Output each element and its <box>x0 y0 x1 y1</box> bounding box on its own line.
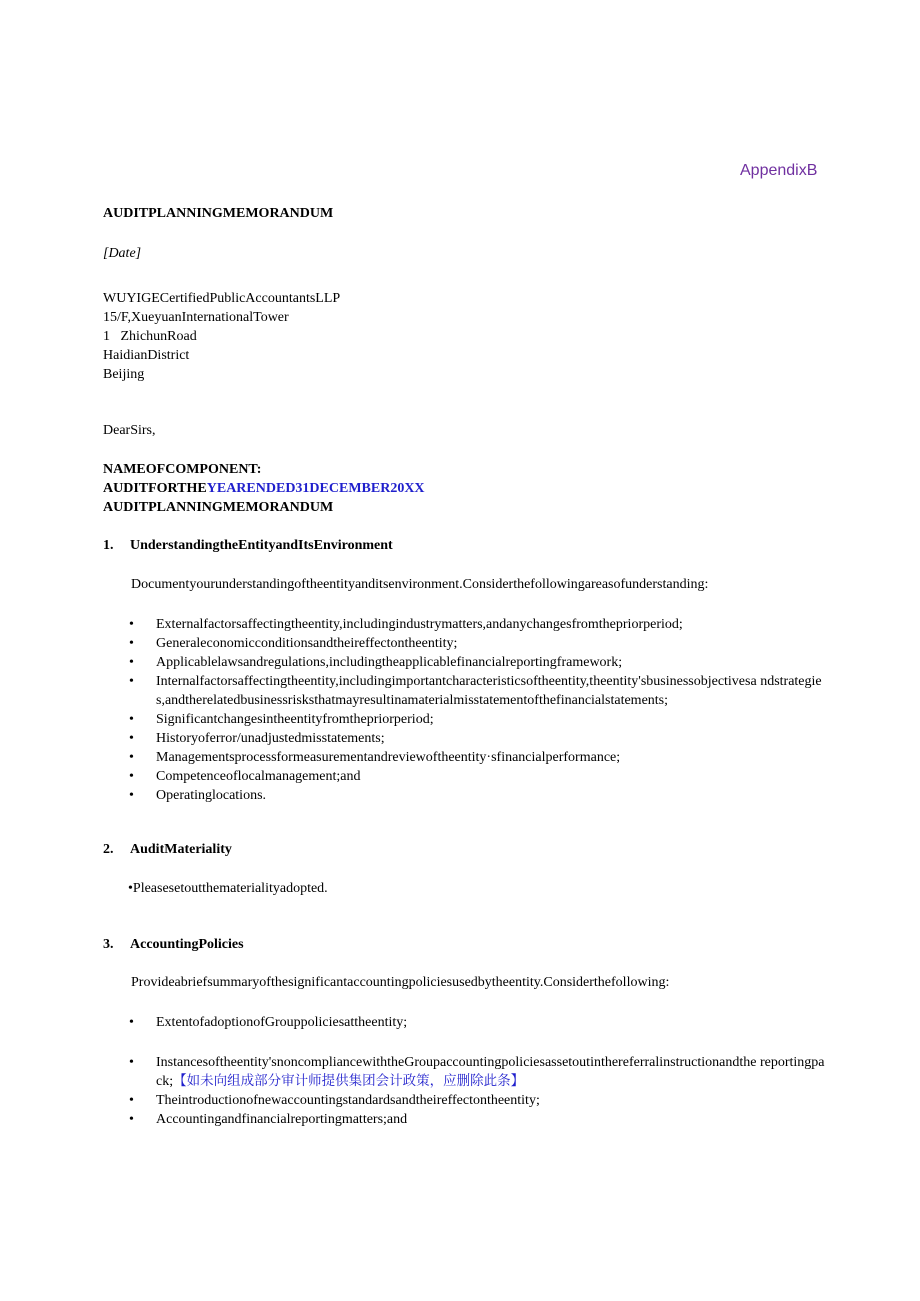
list-item: • Instancesoftheentity'snoncompliancewiththeGroupaccountingpoliciesassetoutinthereferralinstructionandthe reportingpack;【如未向组成部分审计师提供集团会计政策，应删除此条】 <box>129 1055 825 1089</box>
section-number: 1. <box>103 538 114 553</box>
list-item: • ExtentofadoptionofGrouppoliciesattheentity; <box>129 1015 408 1030</box>
section-number: 3. <box>103 937 114 952</box>
appendix-label: AppendixB <box>740 162 818 179</box>
section-title: AuditMateriality <box>130 842 232 857</box>
salutation: DearSirs, <box>103 423 156 438</box>
section-3-bullets-a <box>131 1013 826 1032</box>
bullet-icon: • <box>129 731 134 746</box>
bullet-icon: • <box>129 712 134 727</box>
recipient-address <box>103 289 340 384</box>
list-item: • Generaleconomicconditionsandtheireffectontheentity; <box>129 636 458 651</box>
section-1-intro: Documentyourunderstandingoftheentityanditsenvironment.Considerthefollowingareasofunderstanding: <box>131 577 709 592</box>
list-item: • Internalfactorsaffectingtheentity,includingimportantcharacteristicsoftheentity,theentity'sbusinessobjectivesa ndstrategies,andtherelatedbusinessrisksthatmayresultinamaterialmisstatementofthefinancialstatements; <box>129 674 822 708</box>
section-3-bullets-b <box>131 1053 826 1129</box>
section-title: UnderstandingtheEntityandItsEnvironment <box>130 538 393 553</box>
memo-header <box>103 460 425 517</box>
chinese-note: 【如未向组成部分审计师提供集团会计政策，应删除此条】 <box>173 1073 525 1089</box>
list-item: • Operatinglocations. <box>129 788 267 803</box>
section-1-heading <box>103 538 393 554</box>
bullet-icon: • <box>129 788 134 803</box>
bullet-icon: • <box>129 636 134 651</box>
section-3-intro: Provideabriefsummaryofthesignificantaccountingpoliciesusedbytheentity.Considerthefollowing: <box>131 975 670 990</box>
address-line: 15/F,XueyuanInternationalTower <box>103 310 289 325</box>
bullet-icon: • <box>129 1112 134 1127</box>
bullet-icon: • <box>129 674 134 689</box>
audit-for-text: AUDITFORTHE <box>103 481 207 496</box>
list-item: • Applicablelawsandregulations,includingtheapplicablefinancialreportingframework; <box>129 655 623 670</box>
bullet-icon: • <box>129 1015 134 1030</box>
section-title: AccountingPolicies <box>130 937 244 952</box>
list-item: • Managementsprocessformeasurementandreviewoftheentity·sfinancialperformance; <box>129 750 621 765</box>
bullet-icon: • <box>129 655 134 670</box>
bullet-icon: • <box>129 750 134 765</box>
list-item: • Theintroductionofnewaccountingstandardsandtheireffectontheentity; <box>129 1093 540 1108</box>
bullet-icon: • <box>129 1055 134 1070</box>
list-item: • Externalfactorsaffectingtheentity,includingindustrymatters,andanychangesfromthepriorperiod; <box>129 617 683 632</box>
address-line: HaidianDistrict <box>103 348 190 363</box>
section-number: 2. <box>103 842 114 857</box>
section-3-heading <box>103 937 244 953</box>
component-name-label: NAMEOFCOMPONENT: <box>103 462 262 477</box>
bullet-icon: • <box>129 769 134 784</box>
list-item: • Competenceoflocalmanagement;and <box>129 769 361 784</box>
address-line: 1 ZhichunRoad <box>103 329 197 344</box>
section-1-bullets <box>131 615 826 805</box>
address-line: Beijing <box>103 367 145 382</box>
list-item: • Significantchangesintheentityfromthepriorperiod; <box>129 712 434 727</box>
memo-header-title: AUDITPLANNINGMEMORANDUM <box>103 500 334 515</box>
audit-period-line <box>103 479 425 498</box>
list-item: • Historyoferror/unadjustedmisstatements; <box>129 731 385 746</box>
memo-title: AUDITPLANNINGMEMORANDUM <box>103 206 334 221</box>
bullet-icon: • <box>129 1093 134 1108</box>
section-2-heading <box>103 842 232 858</box>
section-2-intro: •Pleasesetoutthematerialityadopted. <box>128 881 328 896</box>
bullet-icon: • <box>129 617 134 632</box>
address-line: WUYIGECertifiedPublicAccountantsLLP <box>103 291 341 306</box>
list-item: • Accountingandfinancialreportingmatters;and <box>129 1112 408 1127</box>
memo-date: [Date] <box>103 246 142 261</box>
year-ended-text: YEARENDED31DECEMBER20XX <box>206 481 425 496</box>
